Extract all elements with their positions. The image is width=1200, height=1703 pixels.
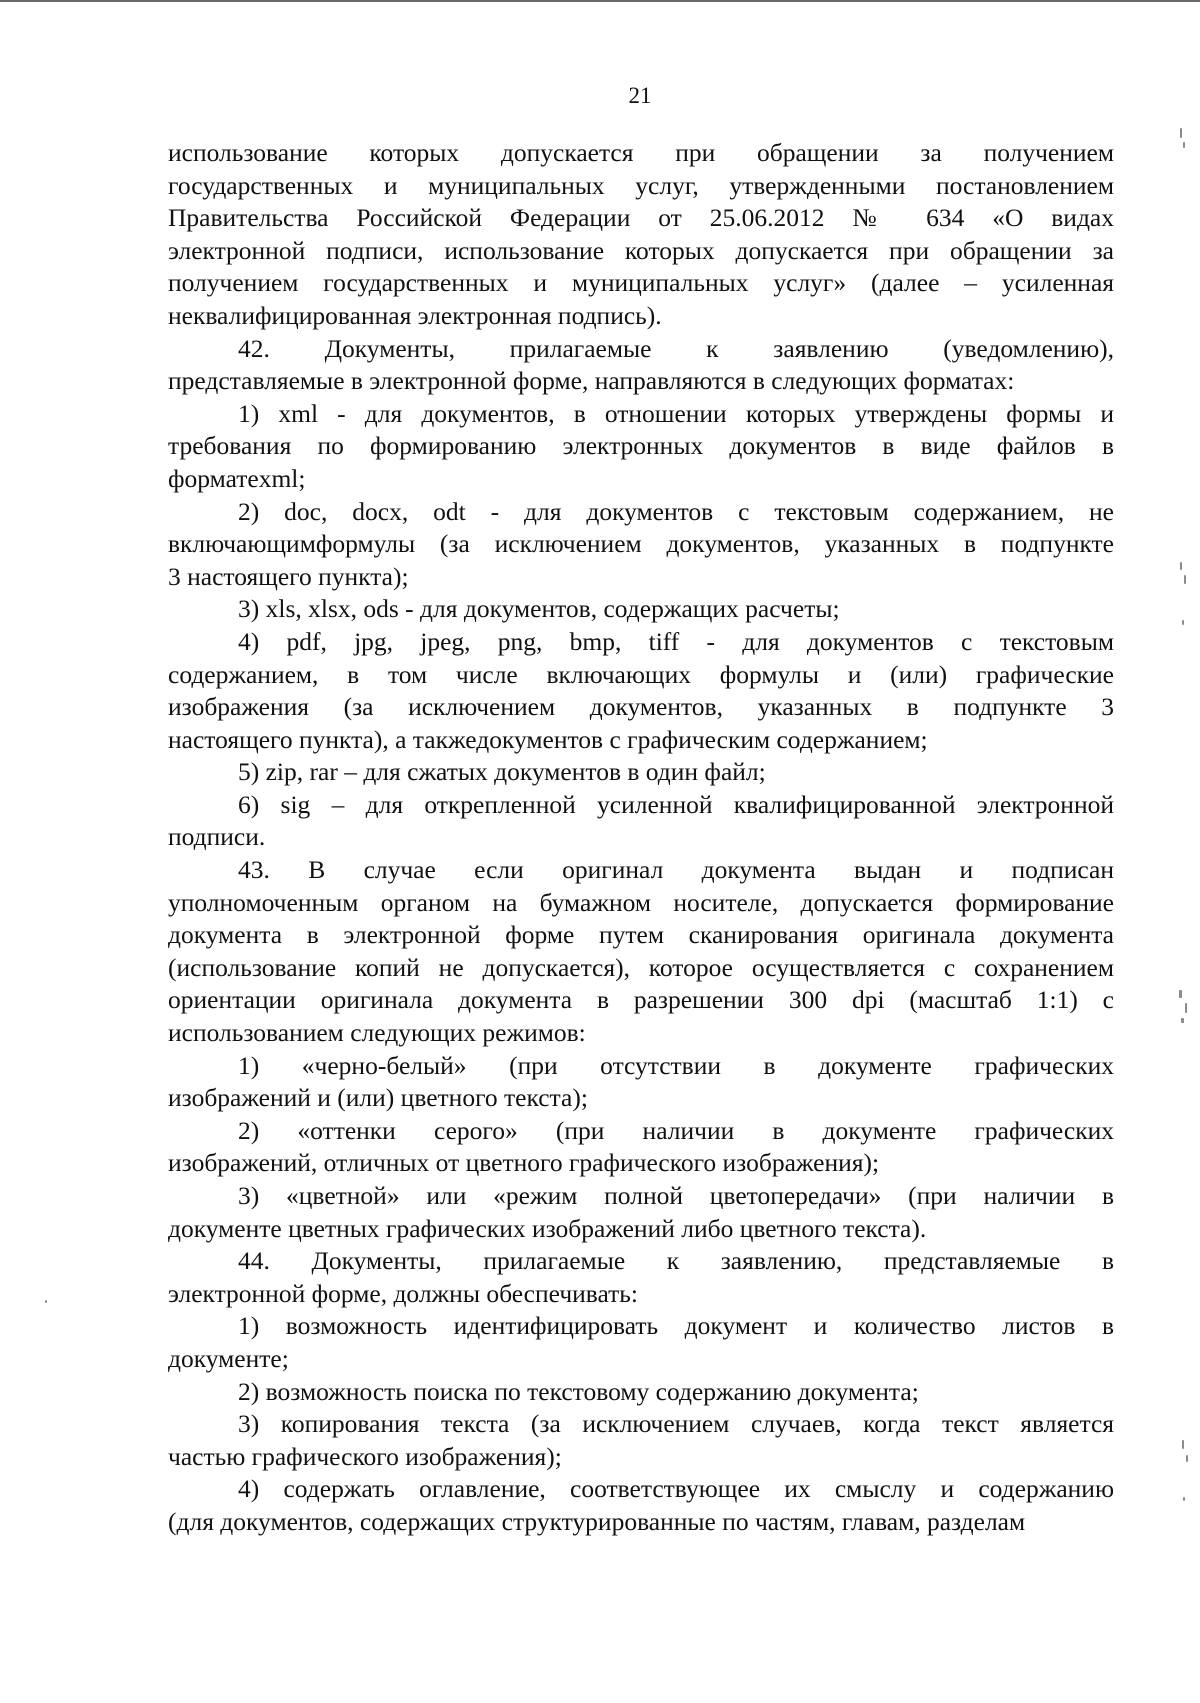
scan-speck [1182,1440,1184,1449]
scan-speck [1184,575,1186,584]
scan-speck [1181,1018,1184,1023]
text-line: уполномоченным органом на бумажном носителе, допускается формирование [168,887,1114,917]
text-line: государственных и муниципальных услуг, утвержденными постановлением [168,170,1114,200]
text-line: 3) «цветной» или «режим полной цветопередачи» (при наличии в [238,1181,1114,1210]
scan-speck [1185,1003,1187,1013]
text-line: электронной подписи, использование которых допускается при обращении за [168,235,1114,265]
text-line: 3) копирования текста (за исключением случаев, когда текст является [238,1409,1114,1439]
scan-speck [1183,142,1185,148]
text-line: включающимформулы (за исключением документов, указанных в подпункте [168,529,1114,559]
text-line: содержанием, в том числе включающих формулы и (или) графические [168,659,1114,689]
text-line: неквалифицированная электронная подпись). [168,300,662,330]
text-line: (для документов, содержащих структурированные по частям, главам, разделам [168,1506,1026,1536]
text-line: 1) xml - для документов, в отношении которых утверждены формы и [238,398,1114,428]
scan-speck [1180,562,1182,570]
text-line: 4) pdf, jpg, jpeg, png, bmp, tiff - для документов с текстовым [238,626,1114,656]
text-line: 3 настоящего пункта); [168,561,409,591]
text-line: (использование копий не допускается), которое осуществляется с сохранением [168,952,1114,982]
text-line: 4) содержать оглавление, соответствующее их смыслу и содержанию [238,1474,1114,1504]
text-line: представляемые в электронной форме, направляются в следующих форматах: [168,366,1015,396]
page-top-edge [0,0,1200,2]
text-line: 2) doc, docx, odt - для документов с текстовым содержанием, не [238,496,1114,526]
text-line: изображения (за исключением документов, указанных в подпункте 3 [168,692,1114,722]
text-line: подписи. [168,822,266,852]
text-line: 44. Документы, прилагаемые к заявлению, представляемые в [238,1246,1114,1276]
page-number: 21 [628,83,652,108]
text-line: 1) возможность идентифицировать документ и количество листов в [238,1311,1114,1341]
text-line: изображений, отличных от цветного графического изображения); [168,1148,880,1178]
text-line: получением государственных и муниципальных услуг» (далее – усиленная [168,268,1114,298]
text-line: требования по формированию электронных документов в виде файлов в [168,431,1114,461]
text-line: использованием следующих режимов: [168,1018,586,1048]
text-line: Правительства Российской Федерации от 25.06.2012 № 634 «О видах [168,203,1114,233]
text-line: документе цветных графических изображений либо цветного текста). [168,1213,927,1243]
text-line: 42. Документы, прилагаемые к заявлению (уведомлению), [238,333,1114,363]
text-line: ориентации оригинала документа в разрешении 300 dpi (масштаб 1:1) с [168,985,1114,1015]
text-line: форматеxml; [168,463,306,493]
text-line: электронной форме, должны обеспечивать: [168,1278,639,1308]
text-line: 5) zip, rar – для сжатых документов в один файл; [238,757,766,787]
text-line: использование которых допускается при обращении за получением [168,138,1114,167]
text-line: 2) «оттенки серого» (при наличии в документе графических [238,1115,1114,1145]
scan-speck [1182,620,1184,625]
scan-speck [1180,128,1182,138]
text-line: 6) sig – для открепленной усиленной квалифицированной электронной [238,789,1114,819]
text-line: изображений и (или) цветного текста); [168,1083,588,1113]
text-line: 2) возможность поиска по текстовому содержанию документа; [238,1376,919,1406]
text-line: 43. В случае если оригинал документа выдан и подписан [238,855,1114,885]
text-line: 3) xls, xlsx, ods - для документов, содержащих расчеты; [238,594,840,624]
scan-speck [45,1300,47,1303]
scan-speck [1186,1455,1188,1462]
text-line: документа в электронной форме путем сканирования оригинала документа [168,920,1114,950]
document-body [168,137,1114,1539]
text-line: настоящего пункта), а такжедокументов с графическим содержанием; [168,724,928,754]
text-line: документе; [168,1343,289,1373]
text-line: частью графического изображения); [168,1441,562,1471]
scan-speck [1179,990,1182,998]
scan-speck [1183,1497,1185,1501]
text-line: 1) «черно-белый» (при отсутствии в документе графических [238,1050,1114,1080]
